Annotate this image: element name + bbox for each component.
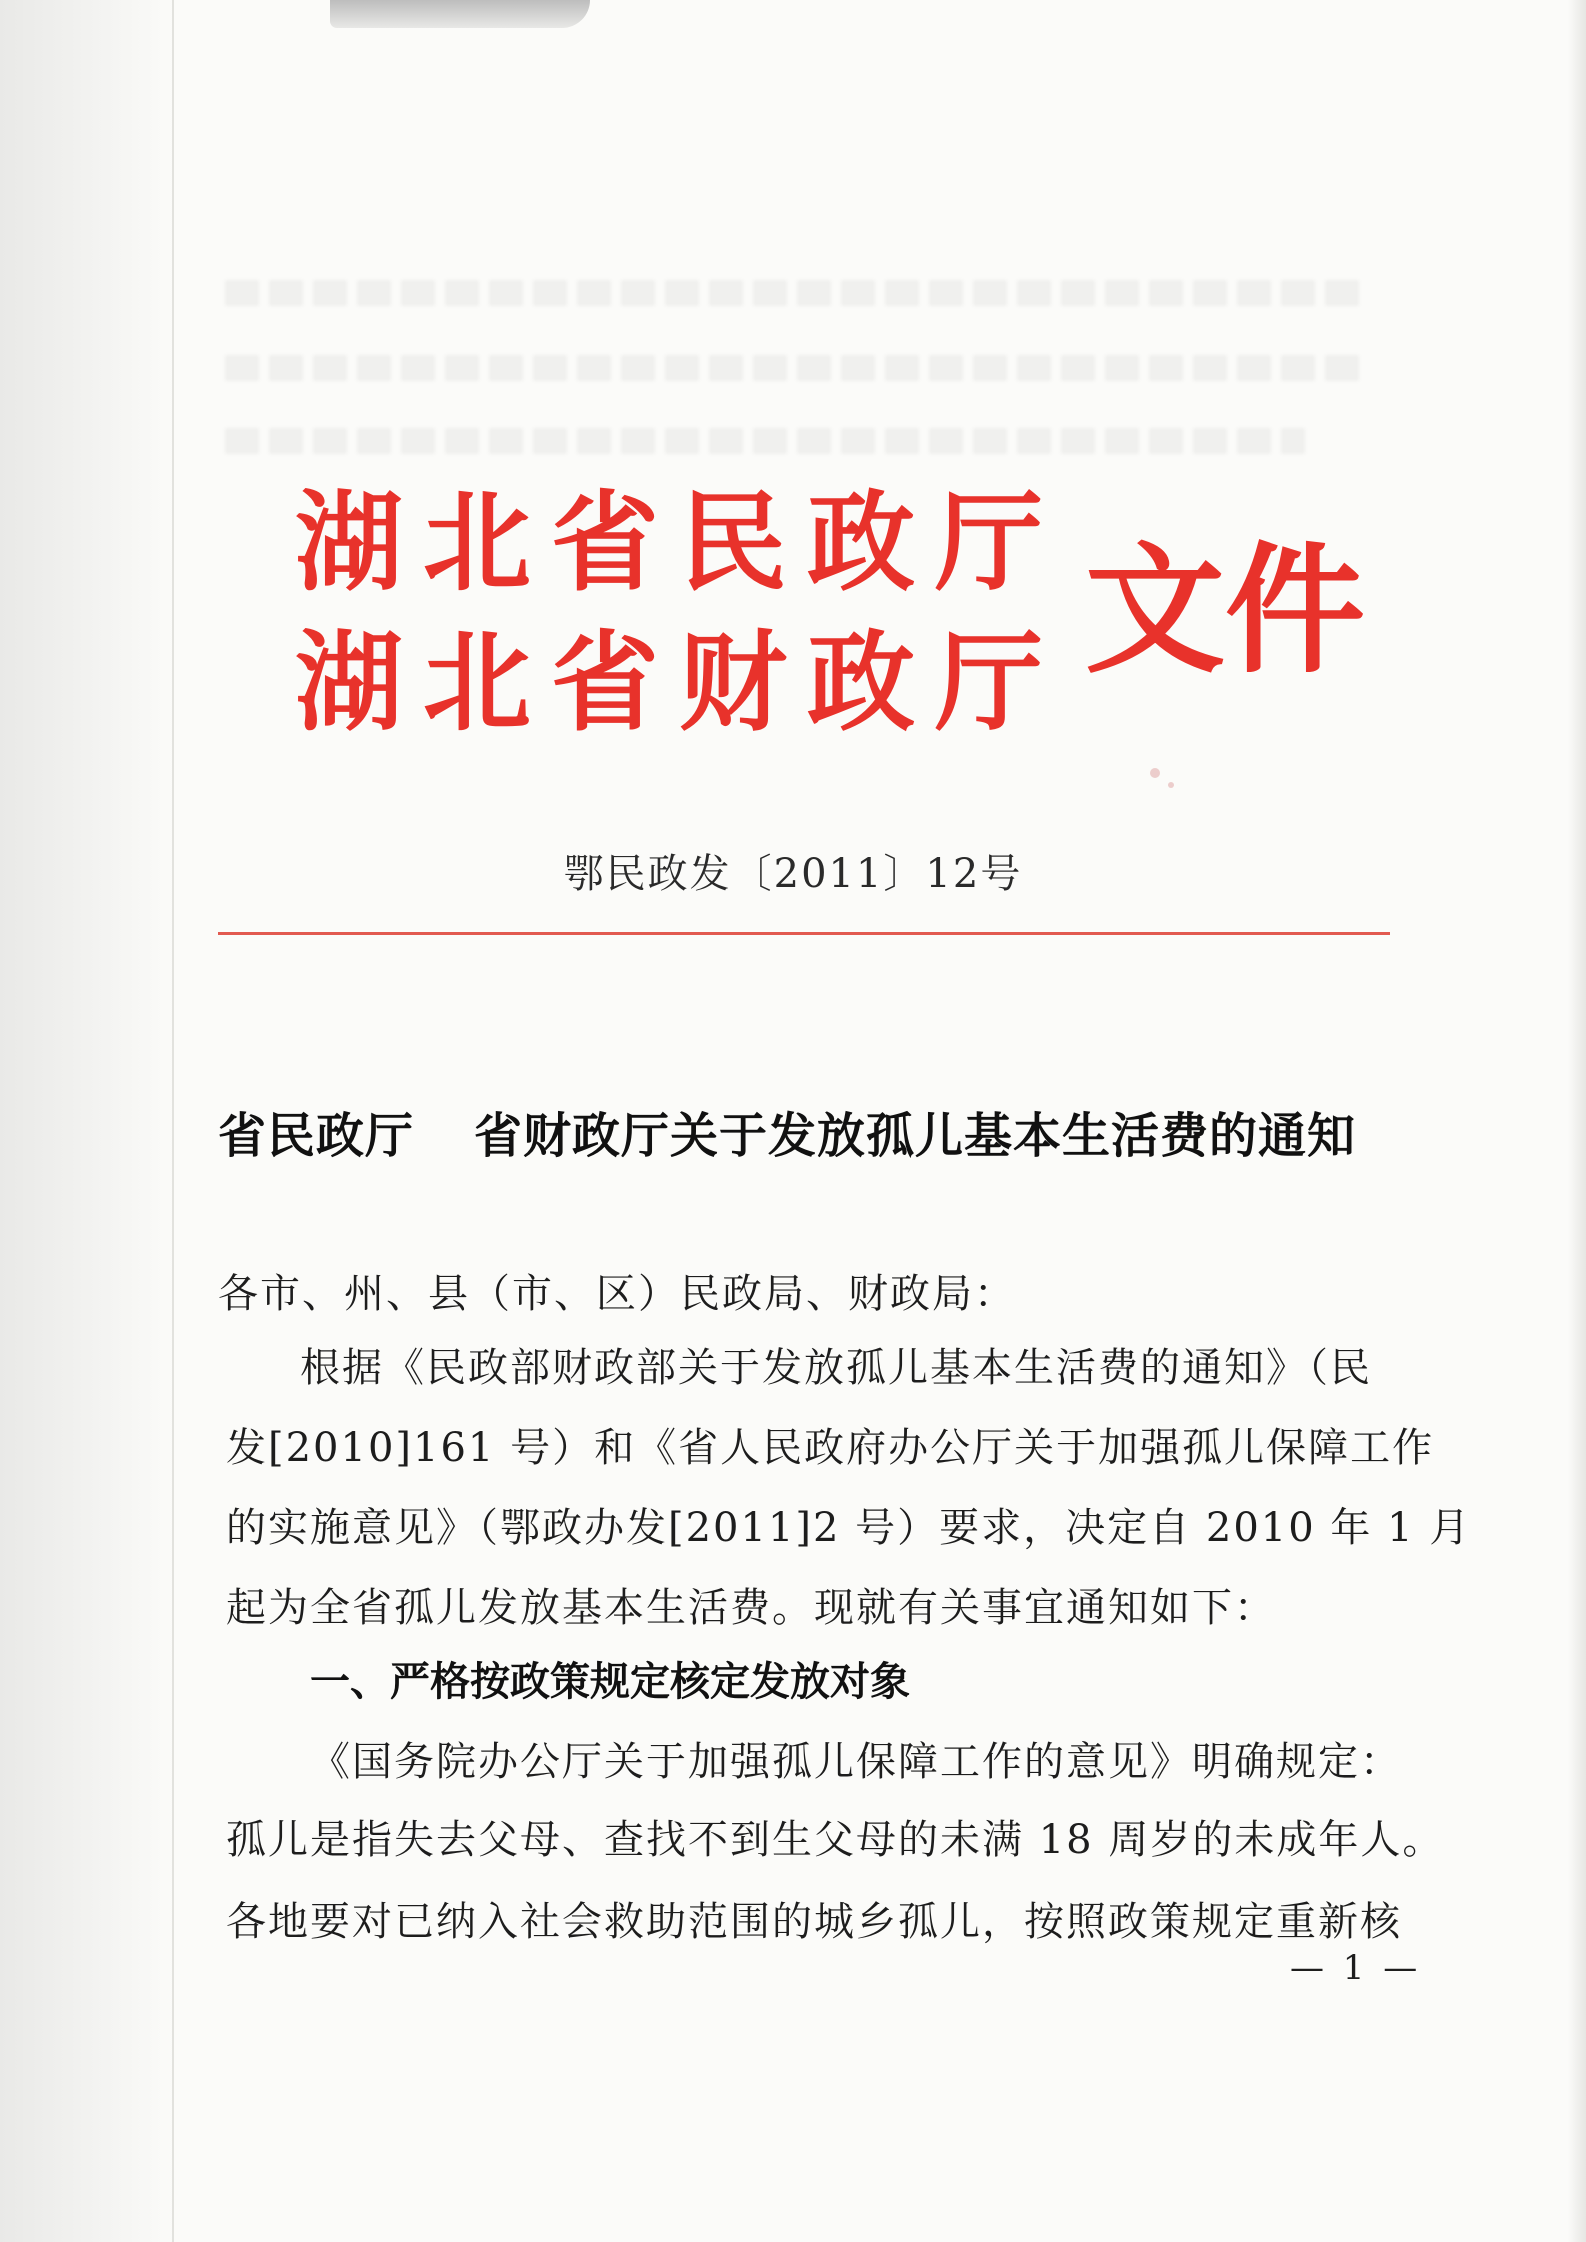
paper-right-edge xyxy=(1568,0,1586,2242)
paper-fold-line xyxy=(172,0,174,2242)
salutation: 各市、州、县（市、区）民政局、财政局： xyxy=(218,1271,1016,1317)
title-subject: 省财政厅关于发放孤儿基本生活费的通知 xyxy=(474,1108,1357,1164)
masthead-suffix: 文件 xyxy=(1085,530,1366,693)
bleed-through-text xyxy=(225,280,1365,306)
document-title xyxy=(218,1097,1398,1166)
masthead-line-finance: 湖北省财政厅 xyxy=(295,621,1064,746)
bleed-through-text xyxy=(225,355,1365,381)
paragraph-line: 的实施意见》（鄂政办发[2011]2 号）要求，决定自 2010 年 1 月 xyxy=(226,1505,1472,1551)
title-issuer: 省民政厅 xyxy=(218,1108,415,1164)
paper-fold-shadow xyxy=(0,0,175,2242)
red-masthead xyxy=(295,481,1366,780)
red-separator-rule xyxy=(218,932,1390,935)
ink-speck xyxy=(1150,768,1160,778)
paragraph-line: 孤儿是指失去父母、查找不到生父母的未满 18 周岁的未成年人。 xyxy=(226,1817,1445,1863)
paragraph-line: 根据《民政部财政部关于发放孤儿基本生活费的通知》（民 xyxy=(300,1345,1372,1391)
document-number: 鄂民政发〔2011〕12号 xyxy=(563,851,1023,897)
masthead-line-civil-affairs: 湖北省民政厅 xyxy=(295,481,1064,606)
paragraph-line: 起为全省孤儿发放基本生活费。现就有关事宜通知如下： xyxy=(226,1585,1276,1631)
paragraph-line: 各地要对已纳入社会救助范围的城乡孤儿，按照政策规定重新核 xyxy=(226,1899,1402,1945)
paper-corner-tear xyxy=(330,0,590,28)
paragraph-line: 《国务院办公厅关于加强孤儿保障工作的意见》明确规定： xyxy=(310,1739,1402,1785)
ink-speck xyxy=(1168,782,1174,788)
page-number: — 1 — xyxy=(1290,1948,1422,1988)
bleed-through-text xyxy=(225,428,1305,454)
paragraph-line: 发[2010]161 号）和《省人民政府办公厅关于加强孤儿保障工作 xyxy=(226,1425,1435,1471)
section-heading-1: 一、严格按政策规定核定发放对象 xyxy=(310,1659,910,1705)
